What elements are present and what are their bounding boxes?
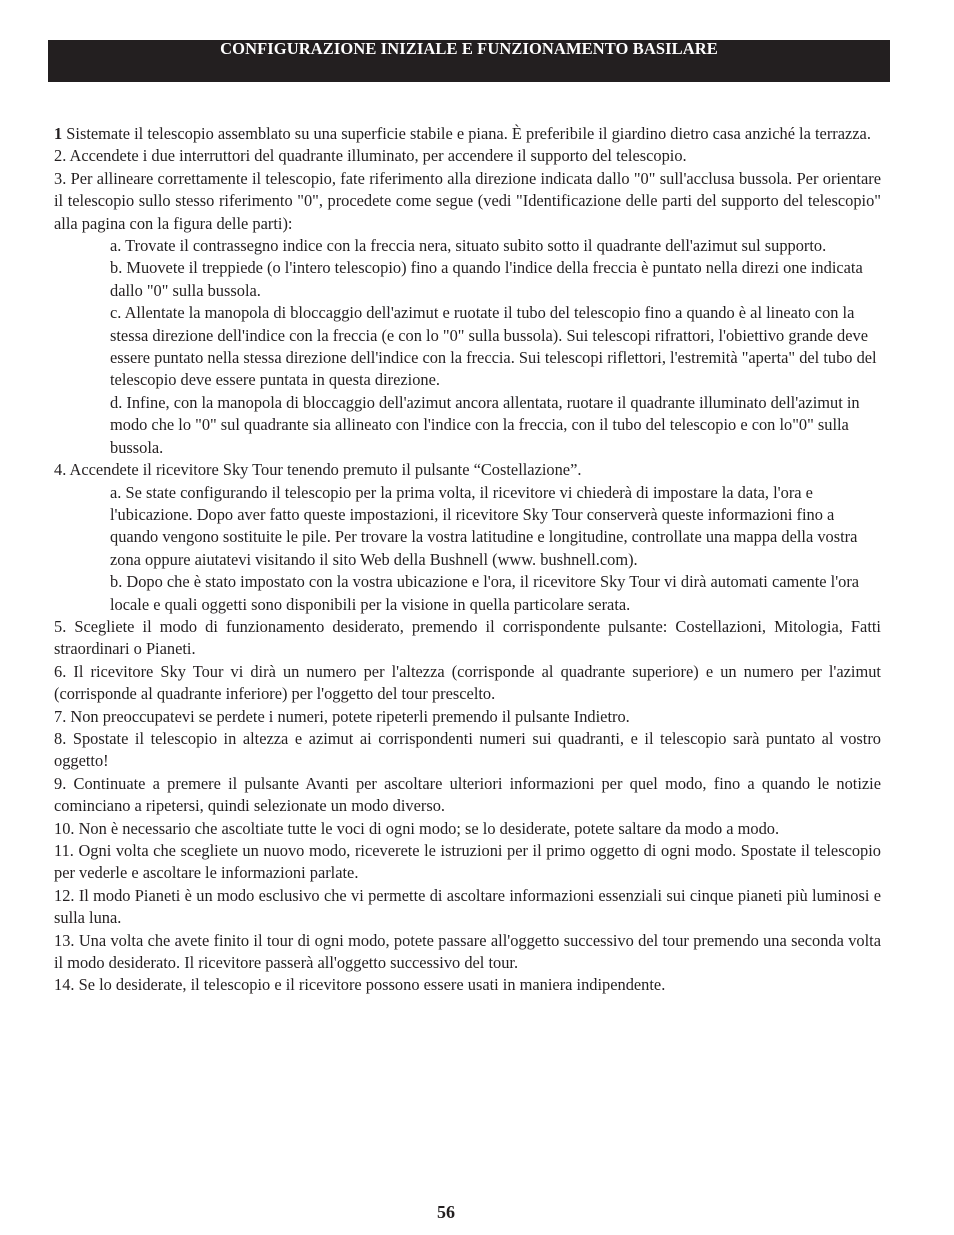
step-11 — [54, 840, 881, 885]
step-text: Se lo desiderate, il telescopio e il ricevitore possono essere usati in maniera indipendente. — [74, 975, 666, 995]
step-10 — [54, 818, 881, 840]
step-text: Per allineare correttamente il telescopio, fate riferimento alla direzione indicata dallo "0" sull'acclusa bussola. Per orientare il telescopio sullo stesso riferimento "0", procedete come segue (vedi "Identificazione delle parti del supporto del telescopio" alla pagina con la figura delle parti): — [54, 168, 881, 233]
step-number: 10. — [54, 818, 75, 838]
step-3 — [54, 168, 881, 235]
step-number: 5. — [54, 616, 67, 636]
step-12 — [54, 885, 881, 930]
page-number: 56 — [437, 1202, 455, 1222]
step-number: 8. — [54, 728, 67, 748]
step-text: Spostate il telescopio in altezza e azimut ai corrispondenti numeri sui quadranti, e il telescopio sarà puntato al vostro oggetto! — [54, 728, 881, 771]
step-number: 7. — [54, 706, 67, 726]
step-13 — [54, 930, 881, 975]
step-4 — [54, 459, 881, 481]
section-header — [48, 40, 890, 82]
step-number: 2. — [54, 146, 67, 166]
step-1 — [54, 123, 881, 145]
step-3-d: d. Infine, con la manopola di bloccaggio dell'azimut ancora allentata, ruotare il quadrante illuminato dell'azimut in modo che lo "0" sul quadrante sia allineato con l'indice con la freccia, con il tubo del telescopio e con lo"0" sulla bussola. — [110, 392, 860, 457]
step-3-c: c. Allentate la manopola di bloccaggio dell'azimut e ruotate il tubo del telescopio fino a quando è al lineato con la stessa direzione dell'indice con la freccia (e con lo "0" sulla bussola). Sui telescopi rifrattori, l'obiettivo grande deve essere puntato nella stessa direzione dell'indice con la freccia. Sui telescopi riflettori, l'estremità "aperta" del tubo del telescopio deve essere puntata in questa direzione. — [110, 303, 877, 390]
step-14 — [54, 974, 881, 996]
step-3-b: b. Muovete il treppiede (o l'intero telescopio) fino a quando l'indice della freccia è puntato nella direzi one indicata dallo "0" sulla bussola. — [110, 258, 863, 300]
instructions-body — [54, 123, 881, 997]
step-text: Il ricevitore Sky Tour vi dirà un numero per l'altezza (corrisponde al quadrante superiore) e un numero per l'azimut (corrisponde al quadrante inferiore) per l'oggetto del tour prescelto. — [54, 661, 881, 704]
step-text: Scegliete il modo di funzionamento desiderato, premendo il corrispondente pulsante: Costellazioni, Mitologia, Fatti straordinari o Pianeti. — [54, 616, 881, 659]
step-8 — [54, 728, 881, 773]
step-number: 9. — [54, 773, 67, 793]
step-2 — [54, 145, 881, 167]
step-text: Non preoccupatevi se perdete i numeri, potete ripeterli premendo il pulsante Indietro. — [66, 706, 630, 726]
step-3-a: a. Trovate il contrassegno indice con la freccia nera, situato subito sotto il quadrante dell'azimut sul supporto. — [110, 236, 827, 256]
step-text: Ogni volta che scegliete un nuovo modo, riceverete le istruzioni per il primo oggetto di ogni modo. Spostate il telescopio per vederle e ascoltare le informazioni parlate. — [54, 841, 881, 883]
step-number: 13. — [54, 930, 75, 950]
step-text: Accendete i due interruttori del quadrante illuminato, per accendere il supporto del telescopio. — [66, 146, 687, 166]
step-number: 4. — [54, 460, 67, 480]
step-text: Una volta che avete finito il tour di ogni modo, potete passare all'oggetto successivo del tour premendo una seconda volta il modo desiderato. Il ricevitore passerà all'oggetto successivo del tour. — [54, 930, 881, 973]
step-number: 3. — [54, 168, 67, 188]
step-text: Continuate a premere il pulsante Avanti per ascoltare ulteriori informazioni per quel modo, fino a quando le notizie cominciano a ripetersi, quindi selezionate un modo diverso. — [54, 773, 881, 816]
step-text: Il modo Pianeti è un modo esclusivo che vi permette di ascoltare informazioni essenziali sui cinque pianeti più luminosi e sulla luna. — [54, 885, 881, 928]
step-number: 12. — [54, 885, 75, 905]
step-7 — [54, 706, 881, 728]
step-number: 1 — [54, 124, 63, 143]
section-title: CONFIGURAZIONE INIZIALE E FUNZIONAMENTO BASILARE — [220, 39, 718, 58]
step-4-b: b. Dopo che è stato impostato con la vostra ubicazione e l'ora, il ricevitore Sky Tour vi dirà automati camente l'ora locale e quali oggetti sono disponibili per la visione in quella particolare serata. — [110, 572, 860, 614]
step-9 — [54, 773, 881, 818]
step-6 — [54, 661, 881, 706]
step-number: 6. — [54, 661, 67, 681]
step-number: 14. — [54, 975, 75, 995]
step-text: Non è necessario che ascoltiate tutte le voci di ogni modo; se lo desiderate, potete saltare da modo a modo. — [74, 818, 780, 838]
step-text: Accendete il ricevitore Sky Tour tenendo premuto il pulsante “Costellazione”. — [66, 460, 582, 480]
step-4-a: a. Se state configurando il telescopio per la prima volta, il ricevitore vi chiederà di impostare la data, l'ora e l'ubicazione. Dopo aver fatto queste impostazioni, il ricevitore Sky Tour conserverà queste informazioni fino a quando vengono sostituite le pile. Per trovare la vostra latitudine e longitudine, controllate una mappa della vostra zona oppure aiutatevi visitando il sito Web della Bushnell (www. bushnell.com). — [110, 482, 858, 569]
step-text: Sistemate il telescopio assemblato su una superficie stabile e piana. È preferibile il giardino dietro casa anziché la terrazza. — [62, 124, 871, 143]
step-number: 11. — [54, 841, 74, 860]
step-5 — [54, 616, 881, 661]
